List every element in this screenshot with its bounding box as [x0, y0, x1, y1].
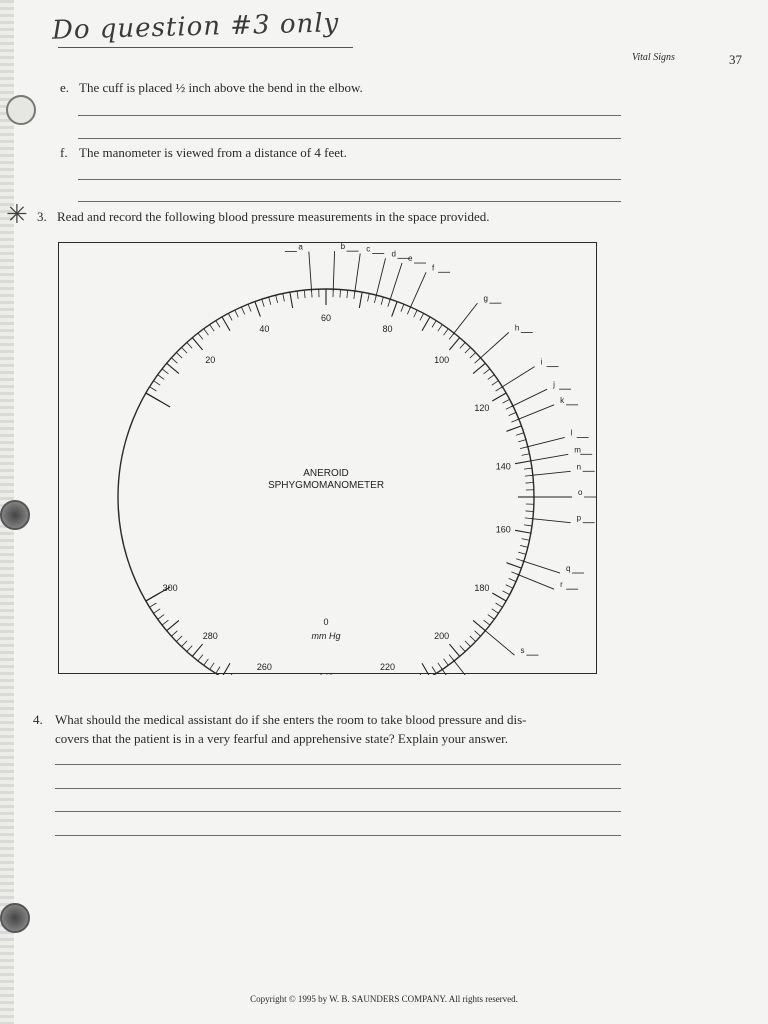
scale-label: 220	[380, 662, 396, 673]
scale-tick	[492, 381, 499, 385]
scale-tick	[381, 297, 383, 305]
scale-tick	[492, 393, 506, 401]
question-4-line2: covers that the patient is in a very fearful and apprehensive state? Explain your answer.	[55, 731, 509, 746]
pointer-letter: i	[540, 357, 543, 367]
pointer-letter: n	[576, 462, 582, 472]
binder-hole-icon	[0, 500, 30, 530]
scale-tick	[222, 663, 230, 675]
scale-tick	[187, 646, 192, 652]
scale-tick	[182, 641, 188, 647]
answer-pointer	[526, 437, 565, 447]
scale-tick	[228, 313, 232, 320]
scale-tick	[518, 552, 526, 554]
handwritten-underline	[58, 47, 353, 48]
scale-tick	[526, 482, 534, 483]
answer-pointer	[531, 519, 571, 523]
pointer-letter: l	[570, 428, 573, 438]
scale-tick	[488, 375, 494, 380]
scale-label: 160	[495, 524, 511, 535]
scale-end-tick	[146, 393, 170, 407]
scale-tick	[506, 426, 521, 431]
scale-label: 260	[256, 662, 272, 673]
scale-tick	[503, 399, 510, 403]
scale-tick	[255, 302, 260, 317]
scale-tick	[422, 317, 430, 331]
scale-label: 200	[434, 630, 450, 641]
question-3-text: Read and record the following blood pressure measurements in the space provided.	[57, 209, 490, 224]
binder-hole-icon	[6, 95, 36, 125]
gauge-unit: mm Hg	[311, 631, 341, 641]
binder-hole-icon	[0, 903, 30, 933]
scale-tick	[518, 440, 526, 442]
scale-tick	[276, 295, 278, 303]
scale-label: 0	[323, 617, 329, 627]
scale-label: 20	[205, 355, 216, 366]
answer-pointer	[501, 367, 535, 388]
item-e-text: The cuff is placed ½ inch above the bend in the elbow.	[79, 80, 363, 95]
scale-tick	[460, 342, 465, 348]
gauge-title-line1: ANEROID	[303, 468, 349, 479]
item-f-text: The manometer is viewed from a distance of 4 feet.	[79, 145, 347, 160]
scale-tick	[432, 321, 436, 328]
scale-tick	[204, 659, 209, 665]
scale-tick	[235, 310, 239, 317]
scale-tick	[176, 353, 182, 359]
answer-line[interactable]	[78, 115, 621, 116]
pointer-letter: f	[432, 263, 435, 273]
scale-tick	[496, 603, 503, 607]
scale-label	[318, 673, 333, 675]
pointer-letter: p	[576, 513, 582, 523]
answer-pointer	[309, 252, 312, 292]
scale-tick	[509, 412, 516, 415]
page-number: 37	[729, 52, 742, 67]
pointer-letter: e	[408, 254, 413, 264]
pointer-letter: c	[366, 244, 371, 254]
scale-label: 140	[495, 461, 511, 472]
pointer-letter: k	[560, 395, 565, 405]
scale-label: 120	[474, 403, 490, 413]
scale-tick	[516, 433, 524, 435]
answer-pointer	[479, 332, 509, 359]
scale-tick	[150, 603, 157, 607]
scale-tick	[198, 333, 203, 339]
scale-tick	[520, 545, 528, 547]
scale-tick	[290, 292, 293, 308]
scale-label: 300	[162, 583, 178, 593]
scale-tick	[515, 530, 531, 533]
scale-tick	[347, 290, 348, 298]
scale-tick	[162, 369, 168, 374]
scale-tick	[228, 674, 232, 675]
pointer-letter: s	[520, 646, 525, 656]
scale-tick	[506, 585, 513, 589]
scale-tick	[359, 292, 362, 308]
scale-tick	[192, 644, 202, 656]
scale-tick	[283, 294, 285, 302]
scale-tick	[304, 290, 305, 298]
answer-pointer	[529, 454, 568, 461]
scale-tick	[484, 369, 490, 374]
scale-tick	[460, 646, 465, 652]
scale-tick	[216, 321, 220, 328]
answer-line[interactable]	[55, 764, 621, 765]
scale-tick	[444, 659, 449, 665]
scale-tick	[340, 290, 341, 298]
scale-tick	[524, 468, 532, 469]
item-e-marker: e.	[60, 80, 70, 95]
scale-tick	[515, 461, 531, 464]
scale-tick	[420, 313, 424, 320]
scale-tick	[465, 641, 471, 647]
scale-label: 100	[434, 355, 450, 366]
answer-pointer	[390, 263, 402, 301]
pointer-letter: r	[560, 580, 563, 590]
answer-line[interactable]	[55, 788, 621, 789]
scale-tick	[470, 353, 476, 359]
scale-tick	[297, 291, 298, 299]
answer-line[interactable]	[78, 201, 621, 202]
aneroid-gauge-diagram	[59, 243, 598, 675]
scale-label: 280	[202, 630, 218, 641]
scale-tick	[484, 620, 490, 625]
scale-tick	[171, 631, 177, 636]
scale-tick	[465, 347, 471, 353]
scale-tick	[154, 609, 161, 613]
answer-pointer	[517, 405, 554, 420]
scale-tick	[167, 620, 179, 630]
handwritten-note: Do question #3 only	[51, 8, 340, 46]
answer-pointer	[453, 303, 478, 335]
scale-tick	[368, 294, 370, 302]
scale-tick	[470, 636, 476, 642]
pointer-letter: j	[553, 380, 555, 390]
scale-tick	[262, 299, 264, 307]
scale-tick	[506, 563, 521, 568]
scale-tick	[449, 338, 459, 350]
scale-tick	[524, 525, 532, 526]
scale-tick	[210, 325, 214, 332]
answer-pointer	[531, 471, 571, 475]
scale-label: 60	[320, 313, 332, 323]
scale-tick	[158, 615, 164, 620]
scale-tick	[192, 338, 202, 350]
scale-tick	[162, 620, 168, 625]
scale-tick	[176, 636, 182, 642]
copyright-notice: Copyright © 1995 by W. B. SAUNDERS COMPANY. All rights reserved.	[250, 994, 518, 1004]
answer-pointer	[453, 659, 478, 675]
pointer-letter: o	[578, 488, 583, 497]
scale-tick	[492, 593, 506, 601]
answer-line[interactable]	[55, 835, 621, 836]
scale-label: 180	[474, 583, 490, 593]
scale-tick	[475, 631, 481, 636]
scale-tick	[204, 329, 209, 335]
scale-tick	[509, 578, 516, 581]
scale-tick	[449, 644, 459, 656]
scale-label: 80	[382, 323, 393, 334]
answer-pointer	[484, 629, 515, 655]
answer-pointer	[355, 253, 361, 293]
asterisk-mark-icon: ✳	[6, 200, 28, 229]
answer-line[interactable]	[78, 179, 621, 180]
scale-tick	[492, 609, 499, 613]
scale-tick	[150, 387, 157, 391]
scale-tick	[444, 329, 449, 335]
pointer-letter: q	[565, 564, 571, 574]
scale-tick	[522, 539, 530, 541]
answer-line[interactable]	[55, 811, 621, 812]
question-4-line1: What should the medical assistant do if she enters the room to take blood pressure and dis-	[55, 712, 527, 727]
scale-tick	[392, 302, 397, 317]
pointer-letter: g	[483, 294, 488, 304]
pointer-letter: d	[391, 249, 396, 259]
scale-label: 40	[259, 323, 270, 334]
scale-tick	[438, 325, 442, 332]
answer-pointer	[517, 574, 554, 589]
scale-tick	[210, 663, 214, 670]
answer-pointers	[285, 243, 596, 675]
pointer-letter: h	[514, 323, 520, 333]
question-3-number: 3.	[37, 209, 47, 224]
scale-tick	[401, 304, 404, 311]
scale-tick	[182, 347, 188, 353]
scale-tick	[420, 674, 424, 675]
scale-tick	[522, 454, 530, 456]
answer-pointer	[333, 251, 334, 291]
gauge-title-line2: SPHYGMOMANOMETER	[267, 480, 385, 491]
scale-tick	[503, 591, 510, 595]
item-f-marker: f.	[60, 145, 68, 160]
pointer-letter: a	[298, 243, 303, 252]
scale-tick	[187, 342, 192, 348]
scale-labels	[163, 313, 511, 675]
scale-tick	[222, 317, 230, 331]
answer-line[interactable]	[78, 138, 621, 139]
running-head: Vital Signs	[632, 52, 675, 63]
scale-tick	[167, 363, 179, 373]
scale-tick	[473, 363, 485, 373]
question-4-number: 4.	[33, 712, 43, 727]
scale-tick	[216, 667, 220, 674]
scale-tick	[158, 375, 164, 380]
answer-pointer	[376, 258, 386, 297]
scale-tick	[422, 663, 430, 675]
answer-pointer	[511, 389, 547, 407]
scale-tick	[432, 667, 436, 674]
scale-tick	[526, 511, 534, 512]
scale-tick	[488, 615, 494, 620]
gauge-figure	[58, 242, 597, 674]
pointer-letter: b	[340, 243, 346, 252]
scale-tick	[154, 381, 161, 385]
scale-tick	[198, 655, 203, 661]
scale-tick	[248, 304, 251, 311]
answer-pointer	[410, 272, 426, 309]
scale-tick	[241, 307, 244, 314]
scale-tick	[269, 297, 271, 305]
scale-tick	[171, 358, 177, 363]
scale-tick	[414, 310, 418, 317]
scale-tick	[473, 620, 485, 630]
answer-pointer	[522, 561, 560, 573]
pointer-letter: m	[574, 445, 581, 455]
